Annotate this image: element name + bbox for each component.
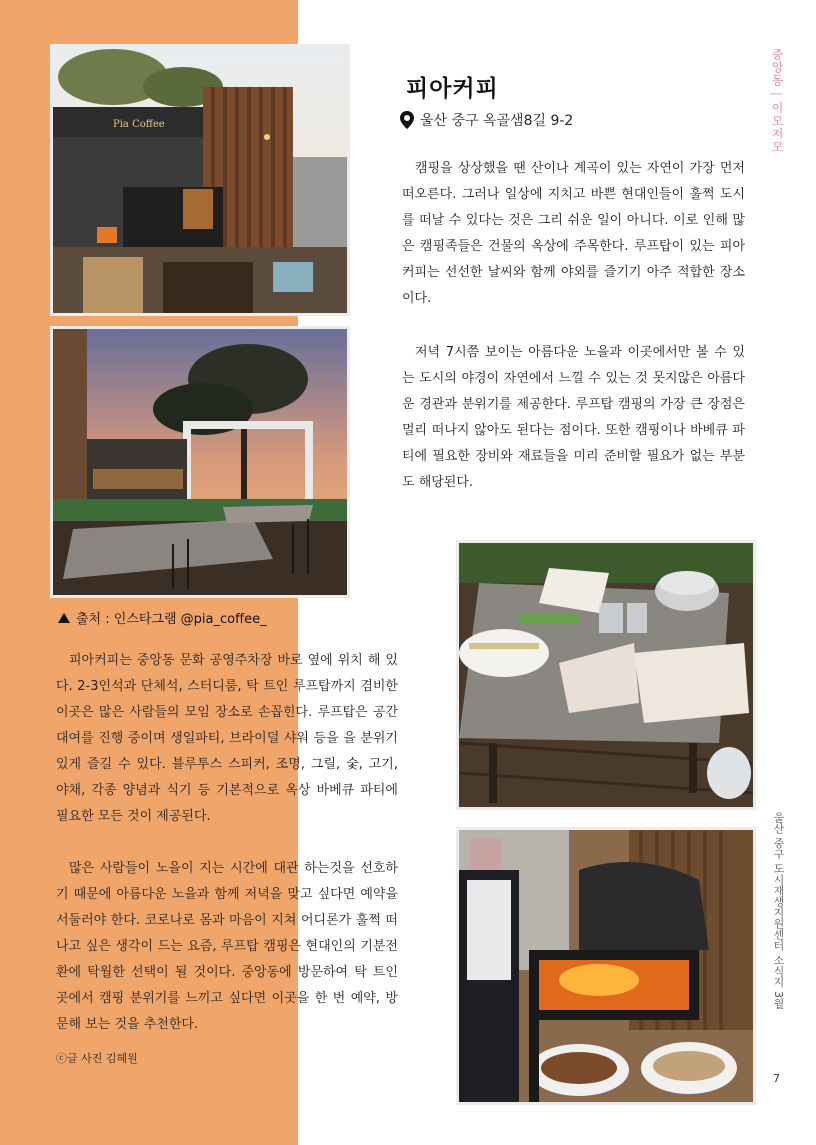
photo-caption [58, 608, 267, 627]
paragraph-location-text: 피아커피는 중앙동 문화 공영주차장 바로 옆에 위치 해 있다. 2-3인석과 단체석, 스터디룸, 탁 트인 루프탑까지 겸비한 이곳은 많은 사람들의 모임 장소로 손꼽힌다. 루프탑은 공간 대여를 진행 중이며 생일파티, 브라이덜 샤워 등을 을 분위기 있게 즐길 수 있다. 블루투스 스피커, 조명, 그릴, 숯, 고기, 야채, 각종 양념과 식기 등 기본적으로 옥상 바베큐 파티에 필요한 모든 것이 제공된다. [56, 653, 398, 824]
pia-coffee-sign: Pia Coffee [113, 119, 165, 130]
photo-grilling [456, 827, 756, 1105]
address-text: 울산 중구 옥골샘8길 9-2 [420, 113, 574, 129]
paragraph-sunset [402, 340, 745, 496]
location-pin-icon [400, 111, 414, 129]
caption-text: 출처 : 인스타그램 @pia_coffee_ [76, 612, 267, 627]
paragraph-location [56, 648, 398, 830]
paragraph-intro [402, 156, 745, 312]
side-label-primary: 중앙동 [770, 48, 784, 87]
photo-bbq-table [456, 540, 756, 810]
paragraph-intro-text: 캠핑을 상상했을 땐 산이나 계곡이 있는 자연이 가장 먼저 떠오른다. 그러나 일상에 지치고 바쁜 현대인들이 훌쩍 도시를 떠날 수 있다는 것은 그리 쉬운 일이 아니다. 이로 인해 많은 캠핑족들은 건물의 옥상에 주목한다. 루프탑이 있는 피아커피는 선선한 날씨와 함께 야외를 즐기기 아주 적합한 장소이다. [402, 161, 745, 306]
photo-rooftop-terrace [50, 326, 350, 598]
side-section-label: 중앙동 | 이모저모 [770, 48, 784, 154]
author-credit: ⓒ글 사진 김혜원 [56, 1052, 138, 1065]
newsletter-label: 울산 중구 도시재생지원센터 소식지 3월 [772, 812, 785, 1009]
paragraph-recommend [56, 856, 398, 1038]
triangle-up-icon [58, 613, 70, 623]
paragraph-sunset-text: 저녁 7시쯤 보이는 아름다운 노을과 이곳에서만 볼 수 있는 도시의 야경이 자연에서 느낄 수 있는 것 못지않은 아름다운 경관과 분위기를 제공한다. 루프탑 캠핑의 가장 큰 장점은 멀리 떠나지 않아도 된다는 점이다. 또한 캠핑이나 바베큐 파티에 필요한 장비와 재료들을 미리 준비할 필요가 없는 부분도 해당된다. [402, 345, 745, 490]
paragraph-recommend-text: 많은 사람들이 노을이 지는 시간에 대관 하는것을 선호하기 때문에 아름다운 노을과 함께 저녁을 맞고 싶다면 예약을 서둘러야 한다. 코로나로 몸과 마음이 지쳐 어디론가 훌쩍 떠나고 싶은 생각이 드는 요즘, 루프탑 캠핑은 현대인의 기분전환에 탁월한 선택이 될 것이다. 중앙동에 방문하여 탁 트인 곳에서 캠핑 분위기를 느끼고 싶다면 이곳을 한 번 예약, 방문해 보는 것을 추천한다. [56, 861, 398, 1032]
page-number: 7 [773, 1072, 780, 1085]
page-title: 피아커피 [406, 76, 499, 102]
photo-building-exterior [50, 44, 350, 316]
side-label-secondary: 이모저모 [770, 101, 784, 154]
address-line [400, 110, 573, 130]
